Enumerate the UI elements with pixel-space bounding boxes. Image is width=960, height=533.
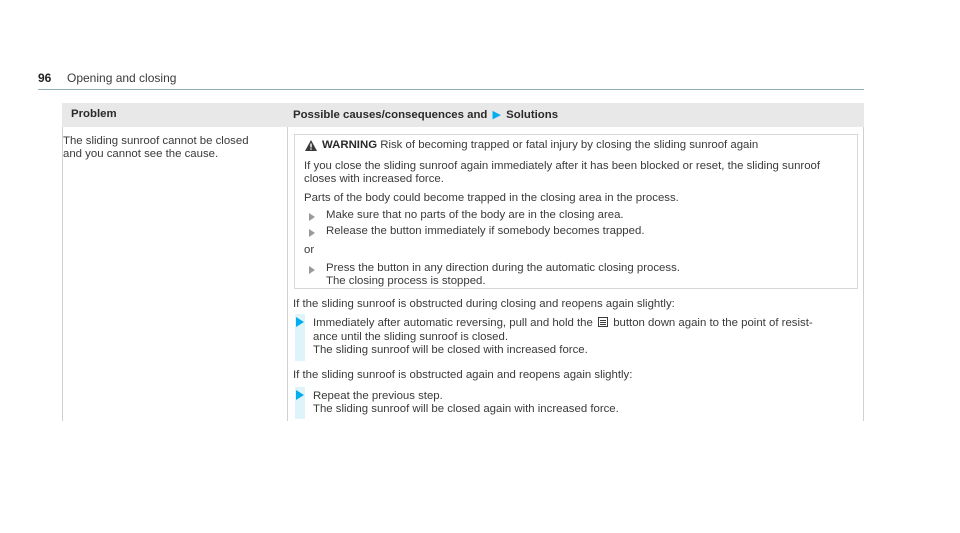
warning-text-line: If you close the sliding sunroof again immediately after it has been blocked or reset, the sliding sunroof	[304, 160, 821, 172]
case1-action-line	[313, 317, 813, 330]
case1-action-before: Immediately after automatic reversing, pull and hold the	[313, 317, 593, 329]
case2-intro: If the sliding sunroof is obstructed again and reopens again slightly:	[293, 369, 633, 381]
play-arrow-icon	[309, 229, 315, 237]
case1-result: The sliding sunroof will be closed with increased force.	[313, 344, 588, 356]
column-divider	[62, 127, 63, 421]
or-text: or	[304, 244, 315, 256]
header-rule	[38, 89, 864, 90]
column-divider	[287, 127, 288, 421]
warning-text-line: closes with increased force.	[304, 173, 444, 185]
warning-box	[294, 134, 858, 289]
play-arrow-icon	[296, 317, 304, 327]
warning-text-line: Parts of the body could become trapped in the closing area in the process.	[304, 192, 679, 204]
warning-step-result: The closing process is stopped.	[326, 275, 486, 287]
section-title: Opening and closing	[67, 71, 177, 85]
play-arrow-icon	[309, 213, 315, 221]
play-arrow-icon: ▶	[492, 109, 501, 121]
warning-step: Make sure that no parts of the body are in the closing area.	[326, 209, 624, 221]
table-header	[62, 103, 864, 127]
warning-label: WARNING	[322, 139, 378, 151]
solutions-header-suffix: Solutions	[506, 109, 559, 121]
case1-action-line: ance until the sliding sunroof is closed.	[313, 331, 509, 343]
case1-action-after: button down again to the point of resist-	[613, 317, 813, 329]
warning-heading	[322, 139, 758, 152]
solutions-column-header	[293, 109, 558, 122]
problem-column-header: Problem	[71, 108, 117, 120]
problem-text-line: and you cannot see the cause.	[63, 148, 219, 160]
page-header	[38, 72, 864, 86]
case2-result: The sliding sunroof will be closed again with increased force.	[313, 403, 619, 415]
warning-triangle-icon	[305, 140, 317, 151]
case1-intro: If the sliding sunroof is obstructed during closing and reopens again slightly:	[293, 298, 675, 310]
solutions-header-prefix: Possible causes/consequences and	[293, 109, 488, 121]
column-divider	[863, 127, 864, 421]
sunroof-button-icon	[598, 317, 608, 327]
page-number: 96	[38, 71, 52, 85]
problem-text-line: The sliding sunroof cannot be closed	[63, 135, 249, 147]
play-arrow-icon	[296, 390, 304, 400]
warning-title: Risk of becoming trapped or fatal injury by closing the sliding sunroof again	[380, 139, 759, 151]
play-arrow-icon	[309, 266, 315, 274]
case2-action: Repeat the previous step.	[313, 390, 443, 402]
warning-step: Press the button in any direction during the automatic closing process.	[326, 262, 680, 274]
problem-solution-table	[62, 103, 864, 421]
warning-step: Release the button immediately if somebody becomes trapped.	[326, 225, 645, 237]
